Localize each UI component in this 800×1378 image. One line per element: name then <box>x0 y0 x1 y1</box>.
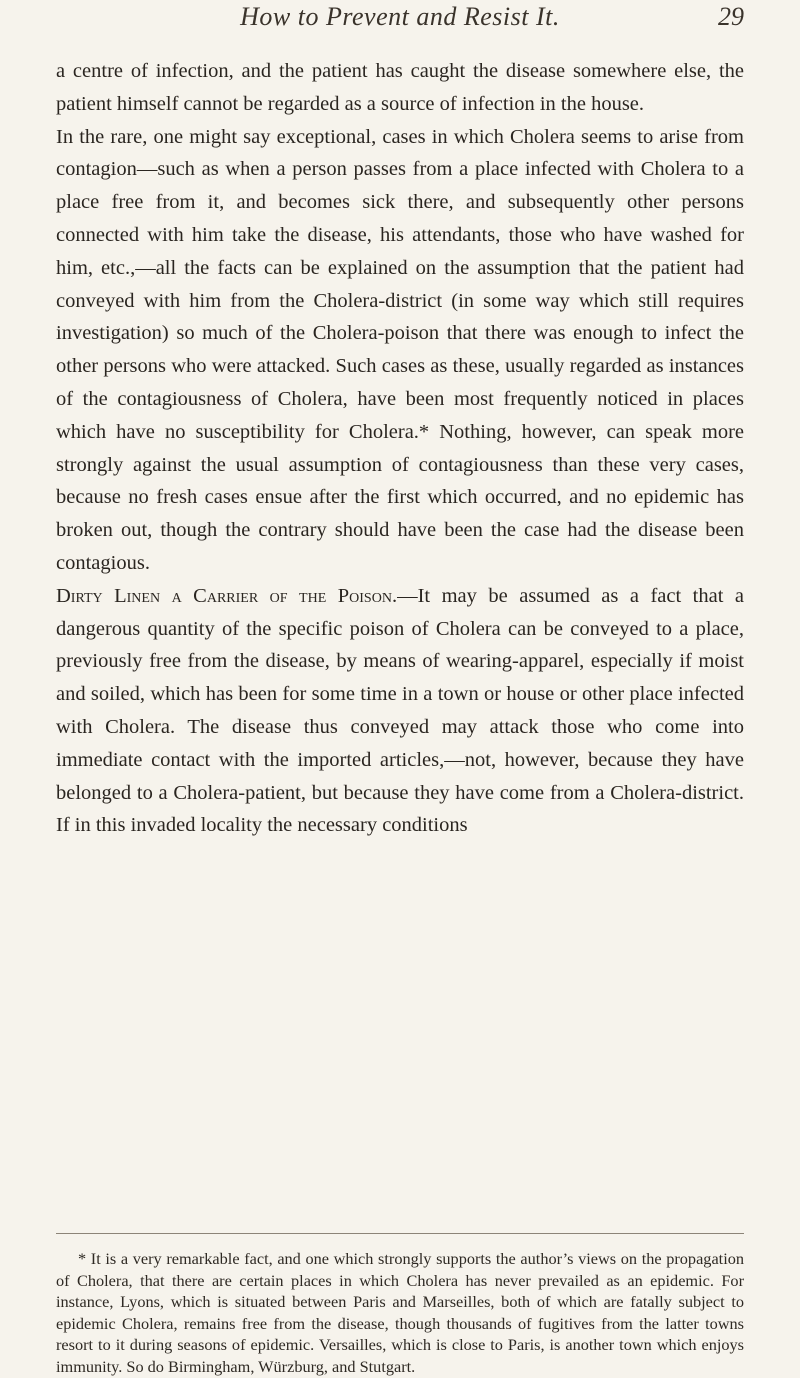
paragraph-contagion: In the rare, one might say exceptional, cases in which Cholera seems to arise from contagion—such as when a person passes from a place infected with Cholera to a place free from it, and becomes sick there, and subsequently other persons connected with him take the disease, his attendants, those who have washed for him, etc.,—all the facts can be explained on the assumption that the patient had conveyed with him from the Cholera-district (in some way which still requires investigation) so much of the Cholera-poison that there was enough to infect the other persons who were attacked. Such cases as these, usually regarded as instances of the contagiousness of Cholera, have been most frequently noticed in places which have no susceptibility for Cholera.* Nothing, however, can speak more strongly against the usual assumption of contagiousness than these very cases, because no fresh cases ensue after the first which occurred, and no epidemic has broken out, though the contrary should have been the case had the disease been contagious. <box>56 125 744 574</box>
footnote-text: * It is a very remarkable fact, and one which strongly supports the author’s views on the propagation of Cholera, that there are certain places in which Cholera has never prevailed as an epidemic. For instance, Lyons, which is situated between Paris and Marseilles, both of which are fatally subject to epidemic Cholera, remains free from the disease, though thousands of fugitives from the latter towns resort to it during seasons of epidemic. Versailles, which is close to Paris, is another town which enjoys immunity. So do Birmingham, Würzburg, and Stutgart. <box>56 1249 744 1376</box>
page-number: 29 <box>718 2 744 31</box>
body-text <box>56 55 744 842</box>
running-head <box>56 2 744 42</box>
paragraph-dirty-linen-text: —It may be assumed as a fact that a dangerous quantity of the specific poison of Cholera can be conveyed to a place, previously free from the disease, by means of wearing-apparel, especially if moist and soiled, which has been for some time in a town or house or other place infected with Cholera. The disease thus conveyed may attack those who come into immediate contact with the imported articles,—not, however, because they have belonged to a Cholera-patient, but because they have come from a Cholera-district. If in this invaded locality the necessary conditions <box>56 584 745 837</box>
footnote-divider <box>56 1233 744 1234</box>
footnote <box>56 1248 744 1378</box>
paragraph-dirty-linen <box>56 580 744 842</box>
section-heading: Dirty Linen a Carrier of the Poison. <box>56 584 398 607</box>
paragraph-continuation: a centre of infection, and the patient has caught the disease somewhere else, the patient himself cannot be regarded as a source of infection in the house. <box>56 60 744 115</box>
running-title: How to Prevent and Resist It. <box>240 2 560 31</box>
